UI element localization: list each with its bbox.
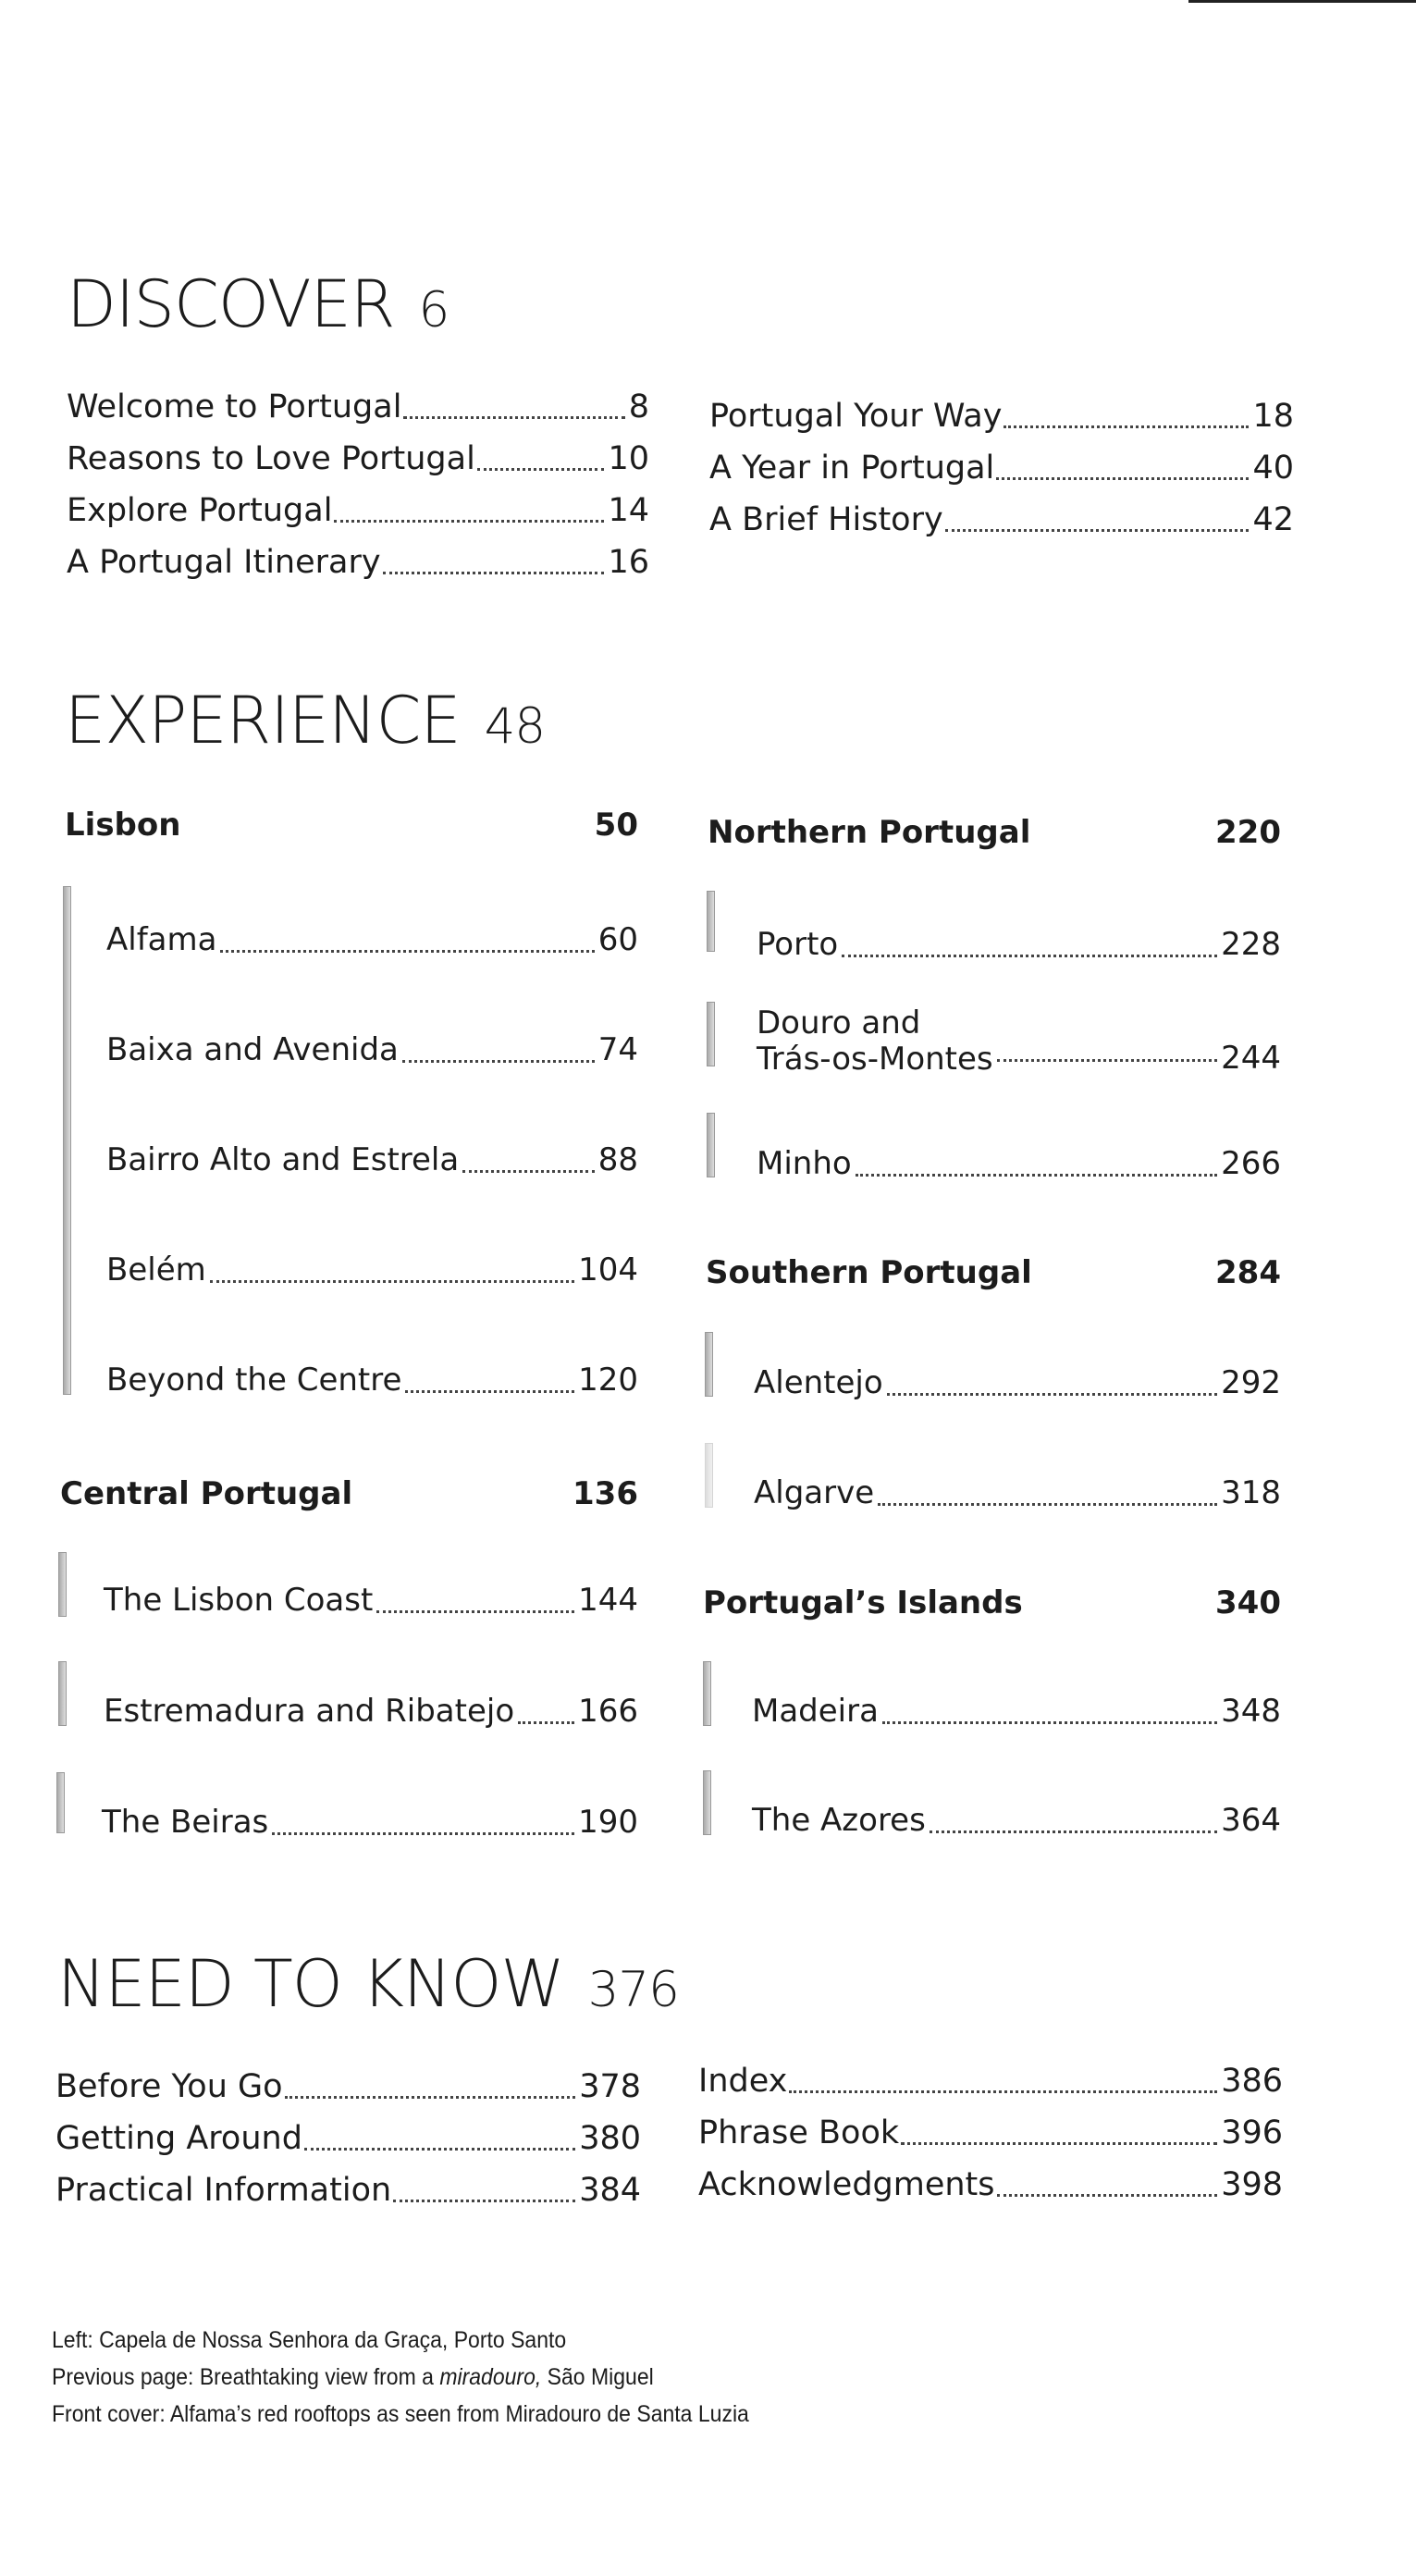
region-title: Lisbon — [65, 807, 181, 844]
toc-entry-page: 378 — [579, 2068, 641, 2105]
toc-entry[interactable] — [757, 1136, 1281, 1191]
toc-entry-title: Explore Portugal — [67, 492, 333, 529]
section-page-number: 376 — [587, 1962, 679, 2018]
toc-entry[interactable] — [754, 1355, 1281, 1411]
toc-entry-title: Belém — [106, 1251, 206, 1288]
toc-entry[interactable] — [106, 1352, 638, 1408]
toc-entry[interactable] — [104, 1683, 638, 1739]
toc-entry-title: Alfama — [106, 921, 217, 958]
dot-leader — [285, 2096, 576, 2099]
toc-entry[interactable] — [104, 1572, 638, 1628]
toc-entry[interactable] — [106, 912, 638, 968]
toc-entry-page: 144 — [578, 1582, 638, 1619]
dot-leader — [842, 955, 1217, 957]
toc-entry-page: 120 — [578, 1362, 638, 1399]
region-page: 340 — [1215, 1584, 1281, 1621]
toc-entry-page: 74 — [597, 1031, 638, 1068]
region-page: 220 — [1215, 814, 1281, 851]
dot-leader — [210, 1280, 574, 1283]
toc-entry-title: Phrase Book — [698, 2114, 900, 2151]
dot-leader — [997, 2194, 1218, 2197]
region-title: Central Portugal — [60, 1475, 353, 1512]
toc-entry[interactable] — [106, 1022, 638, 1078]
toc-entry-title: The Lisbon Coast — [104, 1582, 374, 1619]
need-to-know-right-column — [698, 2055, 1283, 2211]
dot-leader — [887, 1393, 1217, 1396]
section-title: DISCOVER — [67, 266, 395, 342]
toc-entry-page: 228 — [1221, 926, 1281, 963]
toc-entry-title: Acknowledgments — [698, 2166, 995, 2203]
toc-entry[interactable] — [709, 494, 1294, 546]
toc-entry-page: 10 — [608, 440, 649, 477]
section-page-number: 6 — [418, 282, 449, 339]
chapter-bar — [58, 1552, 67, 1617]
toc-entry[interactable] — [67, 485, 649, 536]
dot-leader — [878, 1503, 1217, 1506]
toc-entry-page: 292 — [1221, 1364, 1281, 1401]
chapter-bar — [703, 1770, 711, 1835]
region-page: 50 — [594, 807, 638, 844]
toc-entry[interactable] — [55, 2061, 641, 2113]
toc-entry-page: 348 — [1221, 1693, 1281, 1730]
toc-entry-title: A Year in Portugal — [709, 450, 995, 487]
section-heading-experience — [65, 683, 546, 758]
toc-entry[interactable] — [698, 2159, 1283, 2211]
dot-leader — [405, 1390, 574, 1393]
section-heading-need-to-know — [57, 1946, 679, 2022]
chapter-bar — [56, 1772, 65, 1833]
photo-credits — [52, 2322, 809, 2433]
toc-entry-page: 266 — [1221, 1145, 1281, 1182]
toc-entry[interactable] — [67, 381, 649, 433]
toc-entry[interactable] — [106, 1242, 638, 1298]
toc-entry-title: Madeira — [752, 1693, 879, 1730]
toc-entry-page: 42 — [1252, 501, 1294, 538]
toc-entry[interactable] — [757, 995, 1281, 1088]
toc-entry-title-line: Trás-os-Montes — [757, 1041, 993, 1078]
dot-leader — [997, 1059, 1217, 1062]
toc-entry-title: Alentejo — [754, 1364, 883, 1401]
toc-entry[interactable] — [698, 2055, 1283, 2107]
toc-entry[interactable] — [752, 1793, 1281, 1848]
section-title: EXPERIENCE — [65, 683, 461, 758]
toc-entry-title: A Brief History — [709, 501, 943, 538]
toc-entry-title: Welcome to Portugal — [67, 388, 402, 425]
toc-entry-title: Before You Go — [55, 2068, 283, 2105]
credit-left: Left: Capela de Nossa Senhora da Graça, Porto Santo — [52, 2327, 567, 2353]
toc-entry-page: 244 — [1221, 1040, 1281, 1077]
chapter-bar — [705, 1332, 713, 1397]
dot-leader — [882, 1721, 1217, 1724]
chapter-bar — [703, 1661, 711, 1726]
region-title: Southern Portugal — [706, 1254, 1032, 1291]
toc-entry-page: 166 — [578, 1693, 638, 1730]
dot-leader — [272, 1832, 574, 1835]
toc-entry-page: 380 — [579, 2120, 641, 2157]
toc-entry-title: Getting Around — [55, 2120, 302, 2157]
credit-text: São Miguel — [541, 2364, 654, 2390]
toc-entry-title — [757, 1005, 993, 1078]
toc-entry[interactable] — [67, 433, 649, 485]
credit-previous-page — [52, 2359, 749, 2396]
dot-leader — [334, 520, 604, 523]
toc-entry[interactable] — [754, 1465, 1281, 1521]
dot-leader — [1004, 425, 1249, 428]
toc-entry-title: Index — [698, 2063, 788, 2100]
toc-entry-page: 16 — [608, 544, 649, 581]
dot-leader — [304, 2148, 575, 2151]
chapter-bar — [707, 1113, 715, 1177]
dot-leader — [477, 468, 605, 471]
toc-entry[interactable] — [55, 2113, 641, 2164]
toc-entry-page: 396 — [1221, 2114, 1283, 2151]
dot-leader — [930, 1830, 1217, 1833]
credit-text: Previous page: Breathtaking view from a — [52, 2364, 440, 2390]
region-title: Portugal’s Islands — [703, 1584, 1023, 1621]
need-to-know-left-column — [55, 2061, 641, 2216]
toc-entry-title-line: Douro and — [757, 1004, 921, 1041]
toc-entry-title: Algarve — [754, 1474, 875, 1511]
toc-entry-title: A Portugal Itinerary — [67, 544, 381, 581]
toc-entry-title: Portugal Your Way — [709, 398, 1003, 435]
toc-entry-title: Reasons to Love Portugal — [67, 440, 475, 477]
dot-leader — [402, 1060, 595, 1063]
toc-entry[interactable] — [55, 2164, 641, 2216]
dot-leader — [220, 950, 594, 953]
toc-entry[interactable] — [709, 442, 1294, 494]
toc-entry[interactable] — [757, 917, 1281, 972]
region-southern-portugal[interactable] — [706, 1254, 1281, 1291]
discover-right-column — [709, 390, 1294, 546]
toc-entry-page: 60 — [597, 921, 638, 958]
toc-entry[interactable] — [698, 2107, 1283, 2159]
toc-entry-page: 8 — [628, 388, 649, 425]
section-heading-discover — [67, 266, 449, 342]
region-lisbon[interactable] — [65, 807, 638, 844]
dot-leader — [789, 2090, 1217, 2093]
region-central-portugal[interactable] — [60, 1475, 638, 1512]
dot-leader — [393, 2200, 575, 2202]
toc-entry-title: The Azores — [752, 1802, 926, 1839]
toc-entry-title: Baixa and Avenida — [106, 1031, 399, 1068]
toc-entry-page: 190 — [578, 1804, 638, 1841]
dot-leader — [945, 529, 1250, 532]
toc-entry-page: 18 — [1252, 398, 1294, 435]
toc-entry-page: 40 — [1252, 450, 1294, 487]
lisbon-chapter-bar — [63, 886, 71, 1395]
credit-front-cover: Front cover: Alfama’s red rooftops as seen from Miradouro de Santa Luzia — [52, 2401, 749, 2427]
credit-italic-term: miradouro, — [439, 2364, 542, 2390]
toc-entry-page: 384 — [579, 2172, 641, 2209]
toc-entry-page: 318 — [1221, 1474, 1281, 1511]
toc-entry-title: Porto — [757, 926, 839, 963]
dot-leader — [403, 416, 624, 419]
dot-leader — [856, 1174, 1217, 1177]
dot-leader — [518, 1721, 574, 1724]
region-title: Northern Portugal — [708, 814, 1031, 851]
chapter-bar — [707, 1002, 715, 1066]
toc-entry-title: Estremadura and Ribatejo — [104, 1693, 515, 1730]
toc-entry[interactable] — [709, 390, 1294, 442]
toc-entry[interactable] — [102, 1794, 638, 1850]
region-northern-portugal[interactable] — [708, 814, 1281, 851]
region-portugals-islands[interactable] — [703, 1584, 1281, 1621]
region-page: 284 — [1215, 1254, 1281, 1291]
toc-entry-page: 364 — [1221, 1802, 1281, 1839]
toc-entry-page: 88 — [597, 1141, 638, 1178]
section-page-number: 48 — [484, 698, 546, 755]
chapter-bar — [707, 891, 715, 952]
toc-entry[interactable] — [106, 1132, 638, 1188]
toc-entry-title: Minho — [757, 1145, 852, 1182]
toc-entry-page: 14 — [608, 492, 649, 529]
region-page: 136 — [573, 1475, 638, 1512]
toc-entry-title: Beyond the Centre — [106, 1362, 402, 1399]
toc-entry-page: 386 — [1221, 2063, 1283, 2100]
dot-leader — [462, 1170, 595, 1173]
chapter-bar — [705, 1443, 713, 1508]
toc-entry-title: Bairro Alto and Estrela — [106, 1141, 460, 1178]
chapter-bar — [58, 1661, 67, 1726]
page-edge-line — [1188, 0, 1416, 3]
dot-leader — [996, 477, 1249, 480]
toc-entry[interactable] — [67, 536, 649, 588]
toc-entry[interactable] — [752, 1683, 1281, 1739]
discover-left-column — [67, 381, 649, 588]
dot-leader — [901, 2142, 1217, 2145]
toc-entry-page: 104 — [578, 1251, 638, 1288]
dot-leader — [383, 572, 605, 574]
toc-entry-title: Practical Information — [55, 2172, 392, 2209]
section-title: NEED TO KNOW — [57, 1946, 564, 2022]
toc-entry-title: The Beiras — [102, 1804, 269, 1841]
dot-leader — [376, 1610, 574, 1613]
toc-entry-page: 398 — [1221, 2166, 1283, 2203]
